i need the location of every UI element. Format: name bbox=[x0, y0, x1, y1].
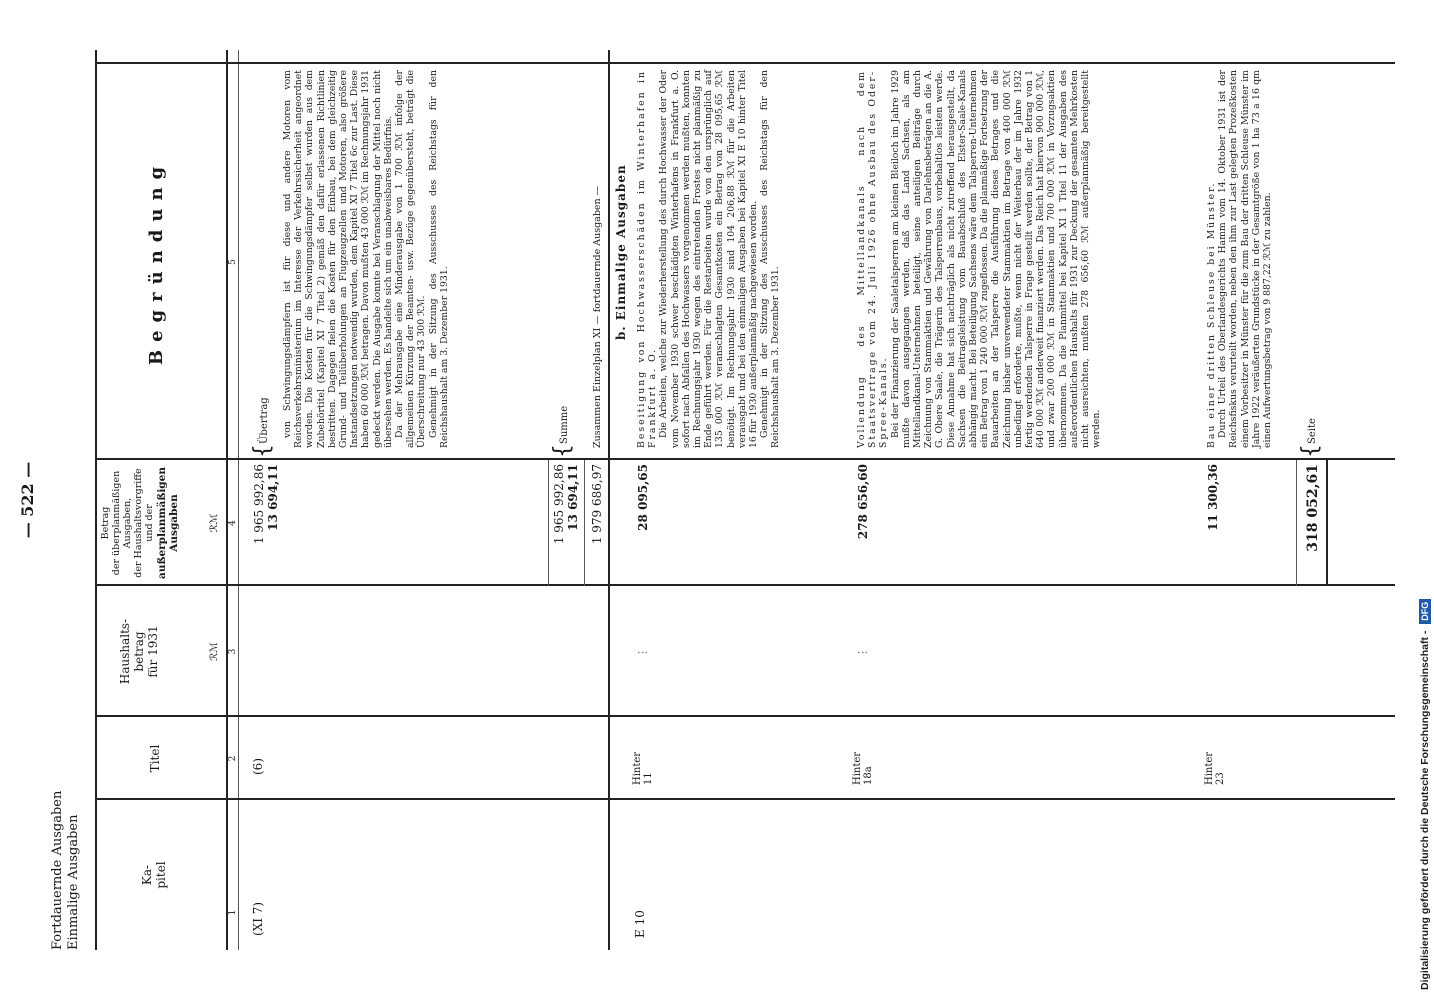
section-header-line1: Fortdauernde Ausgaben bbox=[50, 790, 65, 950]
colnum-5: 5 bbox=[228, 259, 238, 265]
row4-text-p1: Durch Urteil des Oberlandesgerichts Hamm vom 14. Oktober 1931 ist der Reichsfiskus verurteilt worden, neben den ihm zur Last gelegten Prozeßkosten einem Vorbesitzer in Münster für die zum Bau der dritten Schleuse Münster im Jahre 1922 veräußerten Grundstücke in der Gesamtgröße von 1 ha 73 a 16 qm einen Aufwertungsbetrag von 9 887,22 ℛℳ zu zahlen. bbox=[1217, 70, 1274, 448]
einmalige-subhead: b. Einmalige Ausgaben bbox=[614, 164, 628, 340]
header-betrag-bold: außerplanmäßigen Ausgaben bbox=[156, 467, 180, 579]
header-kapitel: Ka- pitel bbox=[140, 861, 168, 889]
row1-text-p3: Genehmigt in der Sitzung des Ausschusses des Reichstags für den Reichshaushalt am 3. Dezember 1931. bbox=[427, 70, 450, 448]
row3-title: Vollendung des Mittellandkanals nach dem Staatsvertrage vom 24. Juli 1926 ohne Ausbau des Oder-Spree-Kanals. bbox=[856, 70, 890, 448]
row2-titel: Hinter 11 bbox=[632, 751, 654, 785]
row1-amount1: 1 965 992,86 bbox=[252, 464, 266, 545]
sidebar-caption bbox=[1416, 10, 1434, 990]
header-haushaltsbetrag: Haushalts- betrag für 1931 bbox=[118, 618, 160, 685]
row3-titel: Hinter 18a bbox=[852, 751, 874, 785]
row1-titel: (6) bbox=[251, 758, 265, 775]
row4-text bbox=[1206, 70, 1273, 448]
row1-text bbox=[282, 70, 450, 448]
colnum-rule bbox=[238, 50, 239, 950]
zusammen-rule bbox=[584, 460, 585, 586]
seite-brace: { bbox=[1298, 444, 1323, 458]
col-divider-1 bbox=[95, 798, 1395, 800]
table-top-rule bbox=[95, 50, 97, 950]
row2-kapitel: E 10 bbox=[633, 910, 647, 938]
row3-text bbox=[856, 70, 1102, 448]
row3-haushalt-dash: ⋮ bbox=[856, 647, 869, 658]
summe-amount2: 13 694,11 bbox=[566, 464, 580, 531]
header-titel: Titel bbox=[148, 744, 162, 773]
row1-text-p2: Da der Mehrausgabe eine Minderausgabe von 1 700 ℛℳ infolge der allgemeinen Kürzung der Beamten- usw. Bezüge gegenübersteht, beträgt die Überschreitung nur 43 300 ℛℳ. bbox=[394, 70, 428, 448]
header-begruendung: Begründung bbox=[146, 158, 167, 366]
colnum-2: 2 bbox=[228, 755, 238, 762]
colnum-4: 4 bbox=[228, 520, 238, 526]
seite-label: Seite bbox=[1307, 418, 1318, 444]
seite-amount: 318 052,61 bbox=[1305, 464, 1321, 552]
colnum-1: 1 bbox=[228, 909, 238, 916]
zusammen-label: Zusammen Einzelplan XI — fortdauernde Ausgaben — bbox=[592, 185, 603, 448]
row1-amount2: 13 694,11 bbox=[266, 464, 280, 531]
section-header-line2: Einmalige Ausgaben bbox=[66, 814, 81, 950]
header-haushaltsbetrag-unit: ℛℳ bbox=[209, 642, 220, 661]
row1-brace: { bbox=[250, 444, 275, 458]
row4-title: Bau einer dritten Schleuse bei Münster. bbox=[1206, 181, 1217, 448]
header-betrag: Betrag der überplanmäßigen Ausgaben, der Haushaltsvorgriffe und der bbox=[100, 468, 155, 578]
row2-haushalt-dash: ⋮ bbox=[636, 647, 649, 658]
page-number: — 522 — bbox=[18, 461, 37, 539]
digitization-sidebar bbox=[1416, 10, 1434, 990]
section-header bbox=[50, 791, 82, 950]
seite-rule bbox=[1296, 460, 1297, 586]
row1-label: Übertrag bbox=[259, 397, 270, 444]
row2-amount: 28 095,65 bbox=[636, 464, 650, 531]
col-divider-5 bbox=[95, 62, 1395, 64]
row2-text-p1: Die Arbeiten, welche zur Wiederherstellung des durch Hochwasser der Oder vom November 1930 schwer beschädigten Winterhafens in Frankfurt a. O. sofort nach Abfallen des Hochwassers vorgenommen werden mußten, konnten im Rechnungsjahr 1930 wegen des eintretenden Frostes nicht planmäßig zu Ende geführt werden. Für die Restarbeiten wurde von den ursprünglich auf 135 000 ℛℳ veranschlagten Gesamtkosten ein Betrag von 28 095,65 ℛℳ benötigt. Im Rechnungsjahr 1930 sind 104 206,88 ℛℳ für die Arbeiten verausgabt und bei den einmaligen Ausgaben bei Kapitel XI E 10 hinter Titel 16 für 1930 außerplanmäßig nachgewiesen worden. bbox=[658, 70, 760, 448]
header-betrag-unit: ℛℳ bbox=[209, 513, 220, 533]
row1-text-p1: von Schwingungsdämpfern ist für diese und andere Motoren vom Reichsverkehrsministerium im Interesse der Verkehrssicherheit angeordnet worden. Die Kosten für die Schwingungsdämpfer selbst wurden aus dem Zubehörtitel (Kapitel XI 7 Titel 2) gemäß den dafür erlassenen Richtlinien bestritten. Dagegen fielen die Kosten für den Einbau, bei dem gleichzeitig Grund- und Teilüberholungen an Flugzeugzellen und Motoren, also größere Instandsetzungen notwendig wurden, dem Kapitel XI 7 Titel 6c zur Last. Diese haben 60 000 ℛℳ betragen. Davon mußten 43 000 ℛℳ im Rechnungsjahr 1931 gedeckt werden. Die Ausgabe konnte bei Veranschlagung der Mittel noch nicht übersehen werden. Es handelte sich um ein unabweisbares Bedürfnis. bbox=[282, 70, 394, 448]
colnum-3: 3 bbox=[228, 648, 238, 655]
row3-amount: 278 656,60 bbox=[856, 464, 870, 540]
seite-double-rule bbox=[1326, 460, 1328, 586]
sidebar-caption-text: Digitalisierung gefördert durch die Deutsche Forschungsgemeinschaft - bbox=[1419, 630, 1431, 990]
row3-text-p1: Bei der Finanzierung der Saaletalsperren am kleinen Bleiloch im Jahre 1929 mußte davon ausgegangen werden, daß das Land Sachsen, als am Mittellandkanal-Unternehmen beteiligt, seine anteiligen Beiträge durch Zeichnung von Stammaktien und Gewährung von Darlehnsbeträgen an die A. G. Obere Saale, die Trägerin des Talsperrenbaus, vorbehaltlos leisten werde. Diese Annahme hat sich nachträglich als nicht zutreffend herausgestellt, da Sachsen die Beitragsleistung vom Bauabschluß des Elster-Saale-Kanals abhängig macht. Bei Beteiligung Sachsens wäre dem Talsperren-Unternehmen ein Betrag von 1 240 000 ℛℳ zugeflossen. Da die planmäßige Fortsetzung der Bauarbeiten an der Talsperre die Ausführung dieses Betrages und die Zeichnung bisher unverwendeter Stammaktien im Betrage von 400 000 ℛℳ unbedingt erforderte, mußte, wenn nicht der Weiterbau der im Jahre 1932 fertig werdenden Talsperre in Frage gestellt werden sollte, der Betrag von 1 640 000 ℛℳ anderweit finanziert werden. Das Reich hat hiervon 900 000 ℛℳ, und zwar 200 000 ℛℳ in Stammaktien und 700 000 ℛℳ in Vorzugsaktien übernommen. Da die Planmittel bei Kapitel XI 1 Titel 11 der Ausgaben des außerordentlichen Haushalts für 1931 zur Deckung der gesamten Mehrkosten nicht ausreichten, mußten 278 656,60 ℛℳ außerplanmäßig bereitgestellt werden. bbox=[889, 70, 1103, 448]
summe-label: Summe bbox=[559, 405, 570, 444]
row4-amount: 11 300,36 bbox=[1206, 464, 1220, 531]
row1-kapitel: (XI 7) bbox=[251, 901, 265, 936]
row2-text bbox=[636, 70, 782, 448]
row2-text-p2: Genehmigt in der Sitzung des Ausschusses des Reichstags für den Reichshaushalt am 3. Dezember 1931. bbox=[759, 70, 782, 448]
row4-titel: Hinter 23 bbox=[1204, 751, 1226, 785]
summe-amount1: 1 965 992,86 bbox=[552, 464, 566, 545]
dfg-logo-icon: DFG bbox=[1419, 599, 1431, 624]
col-divider-4 bbox=[95, 458, 1395, 460]
summe-brace: { bbox=[550, 444, 575, 458]
col-divider-2 bbox=[95, 715, 1395, 717]
einmalige-divider bbox=[608, 50, 610, 950]
summe-rule bbox=[548, 460, 549, 586]
zusammen-amount: 1 979 686,97 bbox=[590, 464, 604, 545]
row2-title: Beseitigung von Hochwasserschäden im Winterhafen in Frankfurt a. O. bbox=[636, 70, 659, 448]
col-divider-3 bbox=[95, 584, 1395, 586]
